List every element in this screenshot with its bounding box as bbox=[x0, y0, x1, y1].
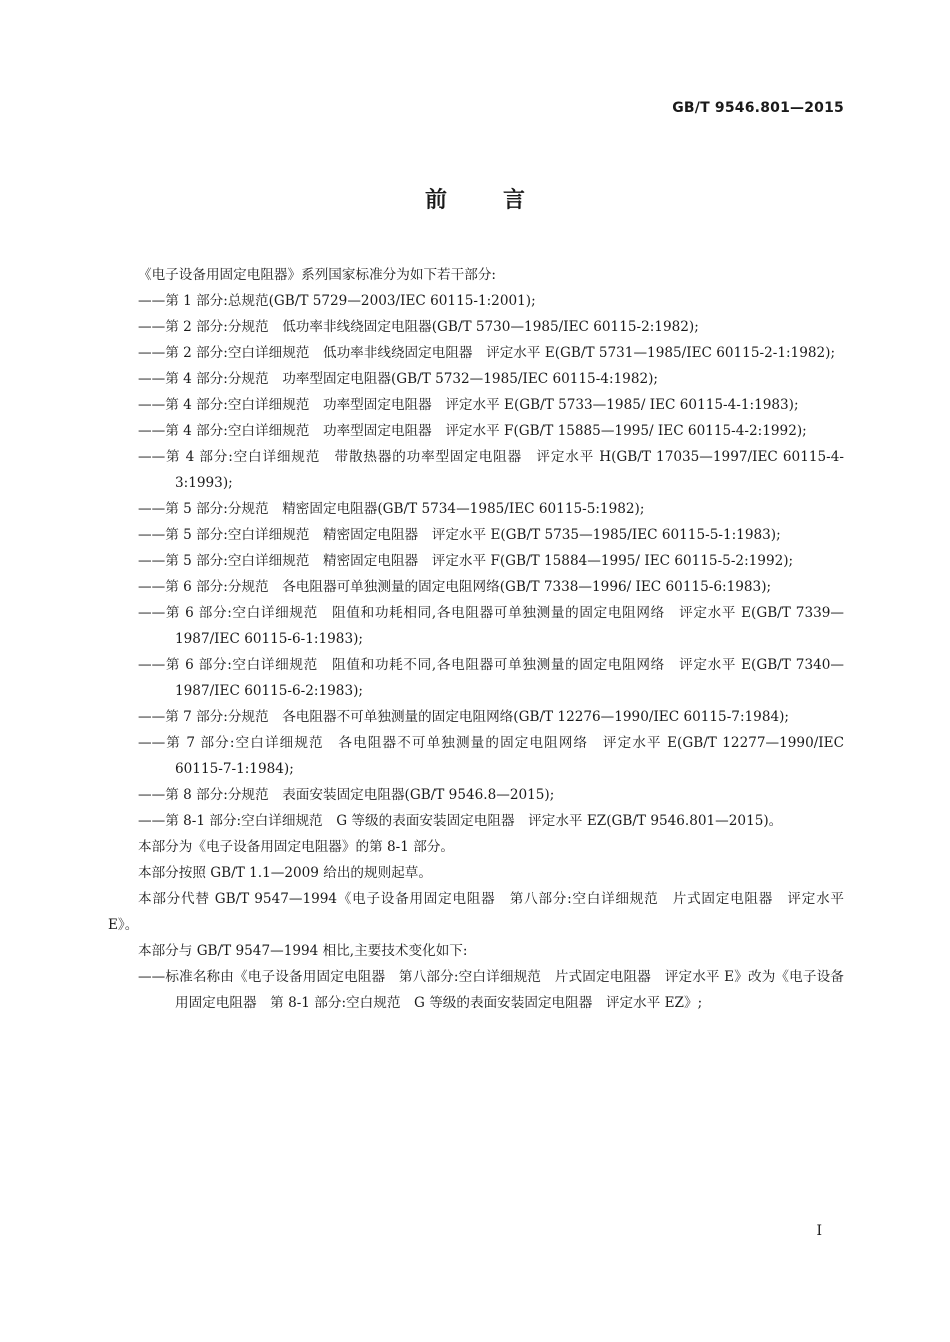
list-item: ——第 5 部分:空白详细规范 精密固定电阻器 评定水平 E(GB/T 5735—1985/IEC 60115-5-1:1983); bbox=[138, 527, 781, 543]
body-paragraph: 本部分按照 GB/T 1.1—2009 给出的规则起草。 bbox=[138, 865, 432, 881]
list-item: ——第 7 部分:分规范 各电阻器不可单独测量的固定电阻网络(GB/T 12276—1990/IEC 60115-7:1984); bbox=[138, 709, 789, 725]
list-item: ——第 6 部分:空白详细规范 阻值和功耗相同,各电阻器可单独测量的固定电阻网络 评定水平 E(GB/T 7339—1987/IEC 60115-6-1:1983); bbox=[138, 605, 844, 647]
list-item: ——第 4 部分:空白详细规范 功率型固定电阻器 评定水平 F(GB/T 15885—1995/ IEC 60115-4-2:1992); bbox=[138, 423, 807, 439]
standard-code-header: GB/T 9546.801—2015 bbox=[672, 100, 844, 116]
list-item: ——第 5 部分:空白详细规范 精密固定电阻器 评定水平 F(GB/T 15884—1995/ IEC 60115-5-2:1992); bbox=[138, 553, 794, 569]
list-item: ——第 6 部分:空白详细规范 阻值和功耗不同,各电阻器可单独测量的固定电阻网络 评定水平 E(GB/T 7340—1987/IEC 60115-6-2:1983); bbox=[138, 657, 844, 699]
intro-paragraph: 《电子设备用固定电阻器》系列国家标准分为如下若干部分: bbox=[138, 267, 497, 283]
body-paragraph: 本部分为《电子设备用固定电阻器》的第 8-1 部分。 bbox=[138, 839, 454, 855]
list-item: ——第 6 部分:分规范 各电阻器可单独测量的固定电阻网络(GB/T 7338—1996/ IEC 60115-6:1983); bbox=[138, 579, 772, 595]
list-item: ——第 2 部分:分规范 低功率非线绕固定电阻器(GB/T 5730—1985/IEC 60115-2:1982); bbox=[138, 319, 699, 335]
parts-list bbox=[108, 288, 844, 834]
page-number: I bbox=[816, 1223, 822, 1239]
body-paragraph: 本部分代替 GB/T 9547—1994《电子设备用固定电阻器 第八部分:空白详细规范 片式固定电阻器 评定水平 E》。 bbox=[108, 891, 844, 933]
list-item: ——第 8-1 部分:空白详细规范 G 等级的表面安装固定电阻器 评定水平 EZ(GB/T 9546.801—2015)。 bbox=[138, 813, 783, 829]
list-item: ——第 4 部分:分规范 功率型固定电阻器(GB/T 5732—1985/IEC 60115-4:1982); bbox=[138, 371, 659, 387]
list-item: ——第 4 部分:空白详细规范 带散热器的功率型固定电阻器 评定水平 H(GB/T 17035—1997/IEC 60115-4-3:1993); bbox=[138, 449, 844, 491]
changes-list bbox=[108, 964, 844, 1016]
list-item: ——第 8 部分:分规范 表面安装固定电阻器(GB/T 9546.8—2015); bbox=[138, 787, 555, 803]
list-item: ——第 4 部分:空白详细规范 功率型固定电阻器 评定水平 E(GB/T 5733—1985/ IEC 60115-4-1:1983); bbox=[138, 397, 799, 413]
list-item: ——标准名称由《电子设备用固定电阻器 第八部分:空白详细规范 片式固定电阻器 评定水平 E》改为《电子设备用固定电阻器 第 8-1 部分:空白规范 G 等级的表面安装固定电阻器 评定水平 EZ》; bbox=[138, 969, 844, 1011]
list-item: ——第 1 部分:总规范(GB/T 5729—2003/IEC 60115-1:2001); bbox=[138, 293, 536, 309]
list-item: ——第 7 部分:空白详细规范 各电阻器不可单独测量的固定电阻网络 评定水平 E(GB/T 12277—1990/IEC 60115-7-1:1984); bbox=[138, 735, 844, 777]
list-item: ——第 5 部分:分规范 精密固定电阻器(GB/T 5734—1985/IEC 60115-5:1982); bbox=[138, 501, 645, 517]
body-paragraph: 本部分与 GB/T 9547—1994 相比,主要技术变化如下: bbox=[138, 943, 468, 959]
list-item: ——第 2 部分:空白详细规范 低功率非线绕固定电阻器 评定水平 E(GB/T 5731—1985/IEC 60115-2-1:1982); bbox=[138, 345, 836, 361]
page-title: 前言 bbox=[424, 188, 581, 213]
document-body bbox=[108, 262, 844, 1016]
